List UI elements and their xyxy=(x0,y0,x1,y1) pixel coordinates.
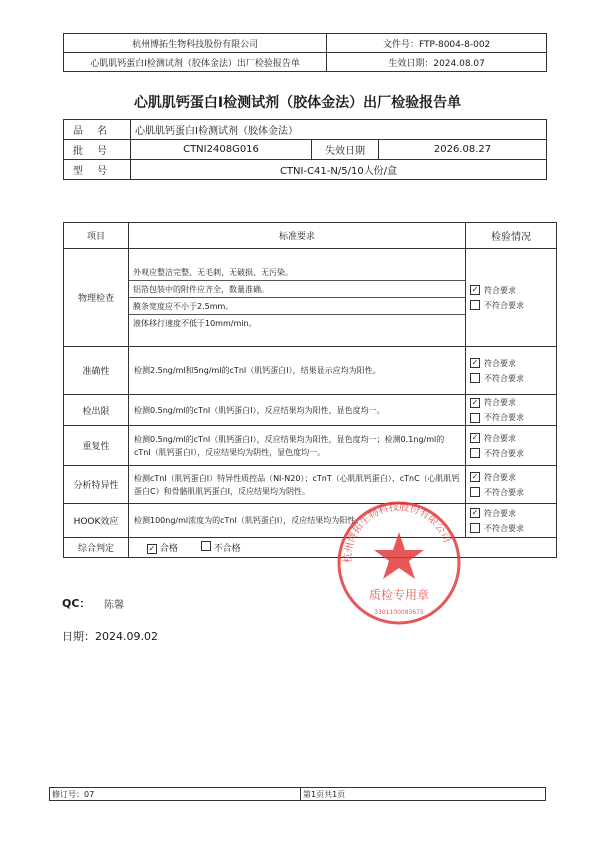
conclusion-fail: 不合格 xyxy=(213,544,241,554)
checked-box-icon[interactable]: ✓ xyxy=(471,508,479,517)
checked-box-icon[interactable]: ✓ xyxy=(471,358,479,367)
header-doc-title: 心肌肌钙蛋白I检测试剂（胶体金法）出厂检验报告单 xyxy=(64,53,327,72)
expiry-label: 失效日期 xyxy=(312,140,379,160)
unchecked-box-icon[interactable] xyxy=(470,300,480,310)
date-line: 日期：2024.09.02 xyxy=(62,630,158,643)
checked-box-icon[interactable]: ✓ xyxy=(471,397,479,407)
requirement: 检测0.5ng/ml的cTnI（肌钙蛋白I），反应结果均为阳性，显色度均一。 xyxy=(129,395,466,426)
quality-seal-stamp xyxy=(334,498,464,628)
stamp-subtitle: 质检专用章 xyxy=(368,588,430,602)
star-icon xyxy=(374,532,424,579)
unchecked-box-icon[interactable] xyxy=(470,448,480,458)
pass-option[interactable]: ✓ 符合要求 xyxy=(471,508,516,518)
unchecked-box-icon[interactable] xyxy=(470,373,480,383)
checked-box-icon[interactable]: ✓ xyxy=(148,544,156,553)
qc-signature: 陈馨 xyxy=(104,600,124,611)
requirement: 检测2.5ng/ml和5ng/ml的cTnI（肌钙蛋白I），结果显示应均为阳性。 xyxy=(129,347,466,395)
col-result: 检验情况 xyxy=(466,223,557,249)
model-value: CTNI-C41-N/5/10人份/盒 xyxy=(131,160,547,180)
fail-option[interactable]: 不符合要求 xyxy=(466,298,556,313)
conclusion-pass: 合格 xyxy=(159,544,178,554)
company-name: 杭州博拓生物科技股份有限公司 xyxy=(64,34,327,53)
product-info xyxy=(63,119,547,180)
checked-box-icon[interactable]: ✓ xyxy=(471,472,479,481)
stamp-text: 杭州博拓生物科技股份有限公司 xyxy=(342,502,453,563)
expiry-date: 2026.08.27 xyxy=(379,140,547,160)
fail-option[interactable]: 不符合要求 xyxy=(466,446,556,461)
pass-option[interactable]: ✓ 符合要求 xyxy=(471,397,516,407)
row-item: HOOK效应 xyxy=(64,504,129,538)
row-item: 分析特异性 xyxy=(64,466,129,504)
checked-box-icon[interactable]: ✓ xyxy=(471,285,479,294)
unchecked-box-icon[interactable] xyxy=(470,487,480,497)
page-number: 第1页共1页 xyxy=(301,788,546,801)
row-item: 准确性 xyxy=(64,347,129,395)
footer xyxy=(49,787,546,801)
pass-option[interactable]: ✓ 符合要求 xyxy=(471,433,516,443)
requirement: 检测cTnI（肌钙蛋白I）特异性质控品（NI-N20）；cTnT（心肌肌钙蛋白）、cTnC（心肌肌钙蛋白C）和骨骼肌肌钙蛋白I，反应结果均为阴性。 xyxy=(129,466,466,504)
conclusion-label: 综合判定 xyxy=(64,538,129,558)
fail-option[interactable]: 不符合要求 xyxy=(466,410,556,425)
unchecked-box-icon[interactable] xyxy=(201,541,211,551)
qc-label: QC： xyxy=(62,597,91,610)
requirement: 铝箔包装中的附件应齐全，数量准确。 xyxy=(129,281,465,298)
revision-number: 修订号：07 xyxy=(50,788,301,801)
stamp-code: 3301100083675 xyxy=(374,609,424,616)
requirement: 液体移行速度不低于10mm/min。 xyxy=(133,318,257,328)
unchecked-box-icon[interactable] xyxy=(470,523,480,533)
name-label: 品名 xyxy=(64,120,131,140)
requirement: 外观应整洁完整、无毛刺、无破损、无污染。 xyxy=(129,264,465,281)
batch-label: 批号 xyxy=(64,140,131,160)
requirement: 检测100ng/ml浓度为的cTnI（肌钙蛋白I），反应结果均为阳性。 xyxy=(129,504,466,538)
row-item: 检出限 xyxy=(64,395,129,426)
model-label: 型号 xyxy=(64,160,131,180)
pass-option[interactable]: ✓ 符合要求 xyxy=(471,472,516,482)
pass-option[interactable]: ✓ 符合要求 xyxy=(471,358,516,368)
document-header xyxy=(63,33,547,72)
row-item: 重复性 xyxy=(64,426,129,466)
col-requirement: 标准要求 xyxy=(129,223,466,249)
fail-option[interactable]: 不符合要求 xyxy=(466,521,556,536)
col-item: 项目 xyxy=(64,223,129,249)
pass-option[interactable]: ✓ 符合要求 xyxy=(471,285,516,295)
batch-number: CTNI2408G016 xyxy=(131,140,312,160)
effective-date: 生效日期：2024.08.07 xyxy=(327,53,547,72)
unchecked-box-icon[interactable] xyxy=(470,413,480,423)
inspection-table xyxy=(63,222,557,558)
doc-number: 文件号：FTP-8004-8-002 xyxy=(327,34,547,53)
page-title: 心肌肌钙蛋白I检测试剂（胶体金法）出厂检验报告单 xyxy=(133,95,462,111)
row-item: 物理检查 xyxy=(64,249,129,347)
checked-box-icon[interactable]: ✓ xyxy=(471,433,479,442)
product-name: 心肌肌钙蛋白I检测试剂（胶体金法） xyxy=(131,120,547,140)
fail-option[interactable]: 不符合要求 xyxy=(466,371,556,386)
requirement: 检测0.5ng/ml的cTnI（肌钙蛋白I），反应结果均为阳性，显色度均一；检测0.1ng/ml的cTnI（肌钙蛋白I），反应结果均为阴性，显色度均一。 xyxy=(129,426,466,466)
fail-option[interactable]: 不符合要求 xyxy=(466,485,556,500)
requirement: 膜条宽度应不小于2.5mm。 xyxy=(129,298,465,315)
